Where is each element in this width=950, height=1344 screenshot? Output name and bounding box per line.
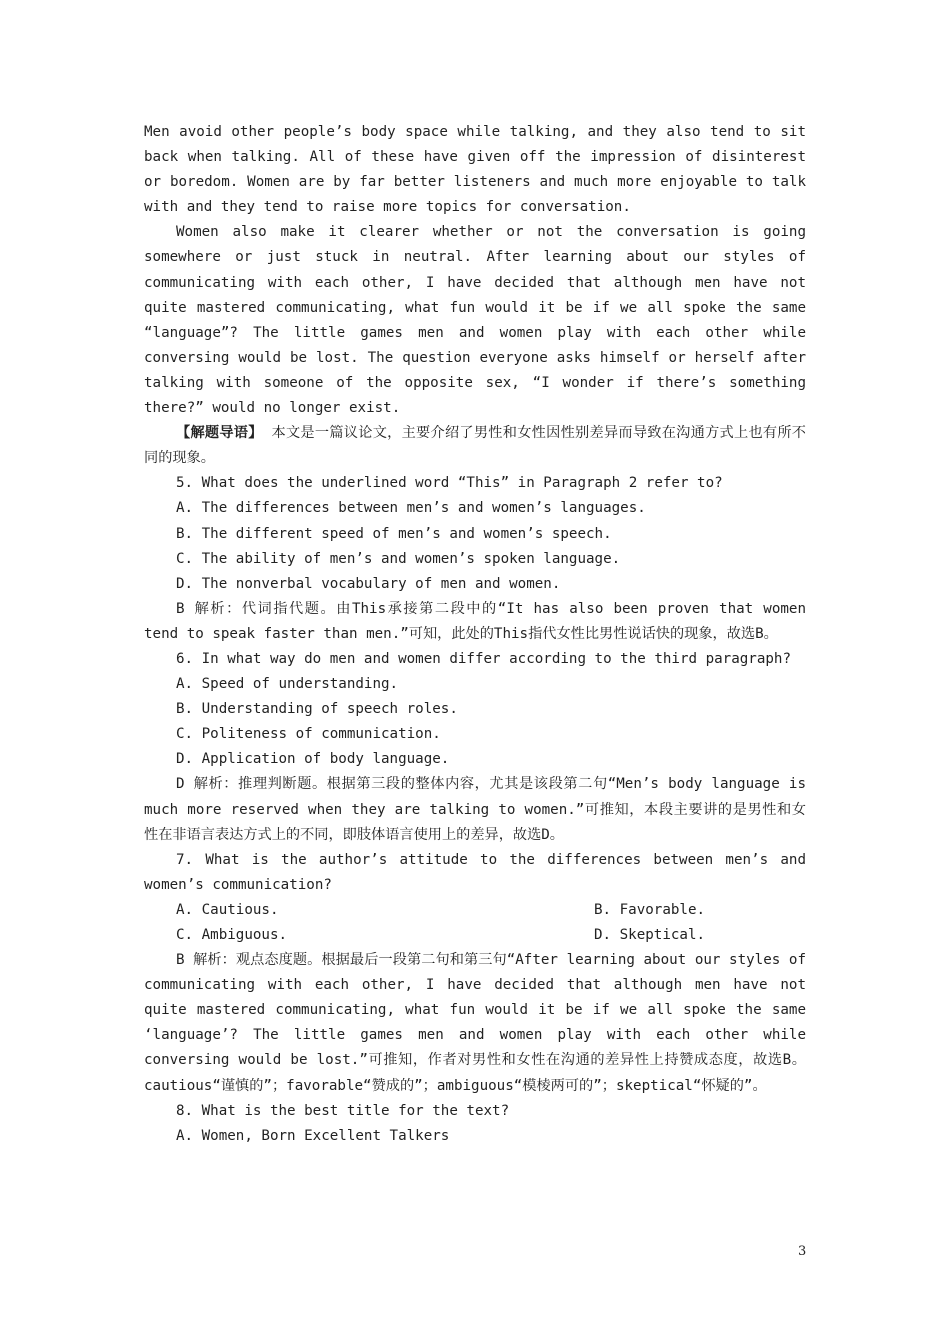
question-7: 7. What is the author’s attitude to the differences between men’s and women’s communication? [144, 851, 806, 893]
option-row [144, 898, 806, 923]
option-item: B. Favorable. [594, 901, 706, 918]
explanation-text: 解析：推理判断题。根据第三段的整体内容，尤其是该段第二句“Men’s body language is much more reserved when they are talking to women.”可推知，本段主要讲的是男性和女性在非语言表达方式上的不同，即肢体语言使用上的差异，故选D。 [144, 776, 806, 843]
option-item: D. Skeptical. [594, 927, 706, 943]
answer-letter: B [176, 600, 185, 617]
answer-explanation [144, 597, 806, 647]
option-item: D. The nonverbal vocabulary of men and women. [176, 575, 561, 592]
question-5: 5. What does the underlined word “This” in Paragraph 2 refer to? [176, 475, 723, 492]
page-number: 3 [798, 1244, 807, 1259]
option-item: A. Women, Born Excellent Talkers [176, 1127, 450, 1144]
option-item: B. The different speed of men’s and women’s speech. [176, 525, 612, 542]
guide-label: 【解题导语】 [176, 425, 263, 442]
option-item: C. The ability of men’s and women’s spoken language. [176, 550, 621, 567]
option-item: C. Ambiguous. [176, 927, 288, 943]
document-page [144, 120, 806, 1149]
explanation-text: 解析：观点态度题。根据最后一段第二句和第三句“After learning about our styles of communicating with each other, I have decided that although men have not quite mastered communicating, what fun would it be if we all spoke the same ‘language’? The little games men and women play with each other while conversing would be lost.”可推知，作者对男性和女性在沟通的差异性上持赞成态度，故选B。cautious“谨慎的”；favorable“赞成的”；ambiguous“模棱两可的”；skeptical“怀疑的”。 [144, 952, 806, 1094]
question-6: 6. In what way do men and women differ according to the third paragraph? [176, 650, 791, 667]
guide-text: 本文是一篇议论文，主要介绍了男性和女性因性别差异而导致在沟通方式上也有所不同的现象。 [144, 425, 806, 467]
answer-letter: D [176, 776, 185, 793]
option-item: D. Application of body language. [176, 751, 450, 768]
option-item: A. Speed of understanding. [176, 676, 399, 693]
answer-letter: B [176, 952, 185, 969]
explanation-text: 解析：代词指代题。由This承接第二段中的“It has also been proven that women tend to speak faster than men.”可知，此处的This指代女性比男性说话快的现象，故选B。 [144, 600, 806, 642]
option-item: A. Cautious. [176, 901, 279, 918]
question-8: 8. What is the best title for the text? [176, 1102, 510, 1119]
passage-paragraph: Men avoid other people’s body space while talking, and they also tend to sit back when talking. All of these have given off the impression of disinterest or boredom. Women are by far better listeners and much more enjoyable to talk with and they tend to raise more topics for conversation. [144, 124, 806, 216]
answer-explanation [144, 948, 806, 1099]
guide-paragraph [144, 421, 806, 471]
option-item: A. The differences between men’s and women’s languages. [176, 500, 646, 517]
option-row [144, 923, 806, 948]
option-item: B. Understanding of speech roles. [176, 701, 458, 718]
option-item: C. Politeness of communication. [176, 726, 441, 743]
answer-explanation [144, 772, 806, 847]
passage-paragraph: Women also make it clearer whether or not the conversation is going somewhere or just stuck in neutral. After learning about our styles of communicating with each other, I have decided that although men have not quite mastered communicating, what fun would it be if we all spoke the same “language”? The little games men and women play with each other while conversing would be lost. The question everyone asks himself or herself after talking with someone of the opposite sex, “I wonder if there’s something there?” would no longer exist. [144, 224, 806, 417]
